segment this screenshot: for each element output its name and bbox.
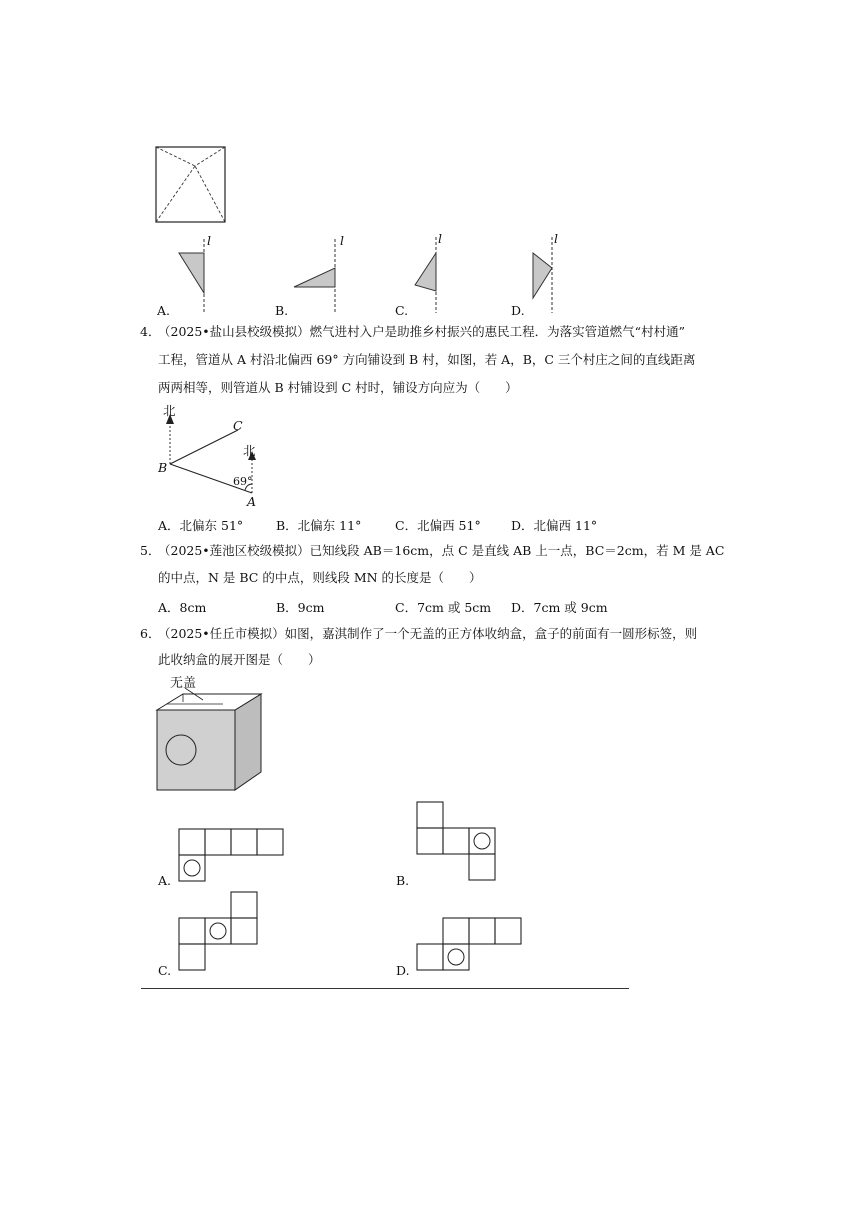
- q5-stem-line2: 的中点，N 是 BC 的中点，则线段 MN 的长度是（ ）: [158, 570, 482, 585]
- q3-c-axis-label: l: [438, 231, 442, 246]
- q5-stem-line1: （2025•莲池区校级模拟）已知线段 AB＝16cm，点 C 是直线 AB 上一点，BC＝2cm，若 M 是 AC: [158, 543, 725, 558]
- q6-option-b-net: [416, 801, 498, 883]
- q3-option-c-figure: [412, 233, 452, 313]
- bottom-divider: [141, 988, 629, 989]
- q3-option-b[interactable]: B.: [275, 303, 289, 318]
- q6-stem-line1: （2025•任丘市模拟）如图，嘉淇制作了一个无盖的正方体收纳盒，盒子的前面有一圆形标签，则: [158, 626, 698, 641]
- q6-box-label: 无盖: [170, 676, 197, 691]
- q3-d-axis-label: l: [554, 231, 558, 246]
- q3-option-d[interactable]: D.: [511, 303, 525, 318]
- q4-point-b: B: [158, 460, 168, 475]
- q4-stem-line3: 两两相等，则管道从 B 村铺设到 C 村时，铺设方向应为（ ）: [158, 380, 518, 395]
- q4-stem-line2: 工程，管道从 A 村沿北偏西 69° 方向铺设到 B 村，如图，若 A，B，C 三个村庄之间的直线距离: [158, 352, 696, 367]
- q3-option-b-figure: [292, 233, 342, 313]
- q4-angle-label: 69°: [233, 475, 253, 488]
- q3-option-c[interactable]: C.: [395, 303, 409, 318]
- q4-north-label-b: 北: [163, 403, 176, 418]
- q3-option-a[interactable]: A.: [157, 303, 171, 318]
- q6-number: 6．: [140, 626, 161, 641]
- q6-stem-line2: 此收纳盒的展开图是（ ）: [158, 652, 321, 667]
- q4-option-d[interactable]: D．北偏西 11°: [511, 518, 598, 533]
- q6-option-a[interactable]: A.: [158, 873, 172, 888]
- q6-option-d-net: [416, 917, 524, 973]
- q4-option-c[interactable]: C．北偏西 51°: [395, 518, 481, 533]
- q4-option-b[interactable]: B．北偏东 11°: [276, 518, 362, 533]
- q4-north-label-a: 北: [243, 443, 256, 458]
- q6-option-a-net: [178, 828, 286, 884]
- q5-number: 5．: [140, 543, 161, 558]
- q3-square-figure: [155, 146, 227, 224]
- q5-option-b[interactable]: B．9cm: [276, 600, 325, 615]
- q3-b-axis-label: l: [340, 233, 344, 248]
- q5-option-a[interactable]: A．8cm: [158, 600, 207, 615]
- q6-option-d[interactable]: D.: [396, 963, 410, 978]
- q4-point-c: C: [233, 418, 243, 433]
- q4-point-a: A: [247, 494, 257, 509]
- q3-option-d-figure: [528, 233, 568, 313]
- q5-option-c[interactable]: C．7cm 或 5cm: [395, 600, 492, 615]
- q3-a-axis-label: l: [207, 233, 211, 248]
- q6-option-c-net: [178, 891, 260, 973]
- q4-stem-line1: （2025•盐山县校级模拟）燃气进村入户是助推乡村振兴的惠民工程．为落实管道燃气“村村通”: [158, 324, 685, 339]
- q6-option-b[interactable]: B.: [396, 873, 410, 888]
- q4-option-a[interactable]: A．北偏东 51°: [158, 518, 244, 533]
- q6-open-box-figure: [155, 688, 265, 794]
- q5-option-d[interactable]: D．7cm 或 9cm: [511, 600, 608, 615]
- q4-number: 4．: [140, 324, 161, 339]
- q6-option-c[interactable]: C.: [158, 963, 172, 978]
